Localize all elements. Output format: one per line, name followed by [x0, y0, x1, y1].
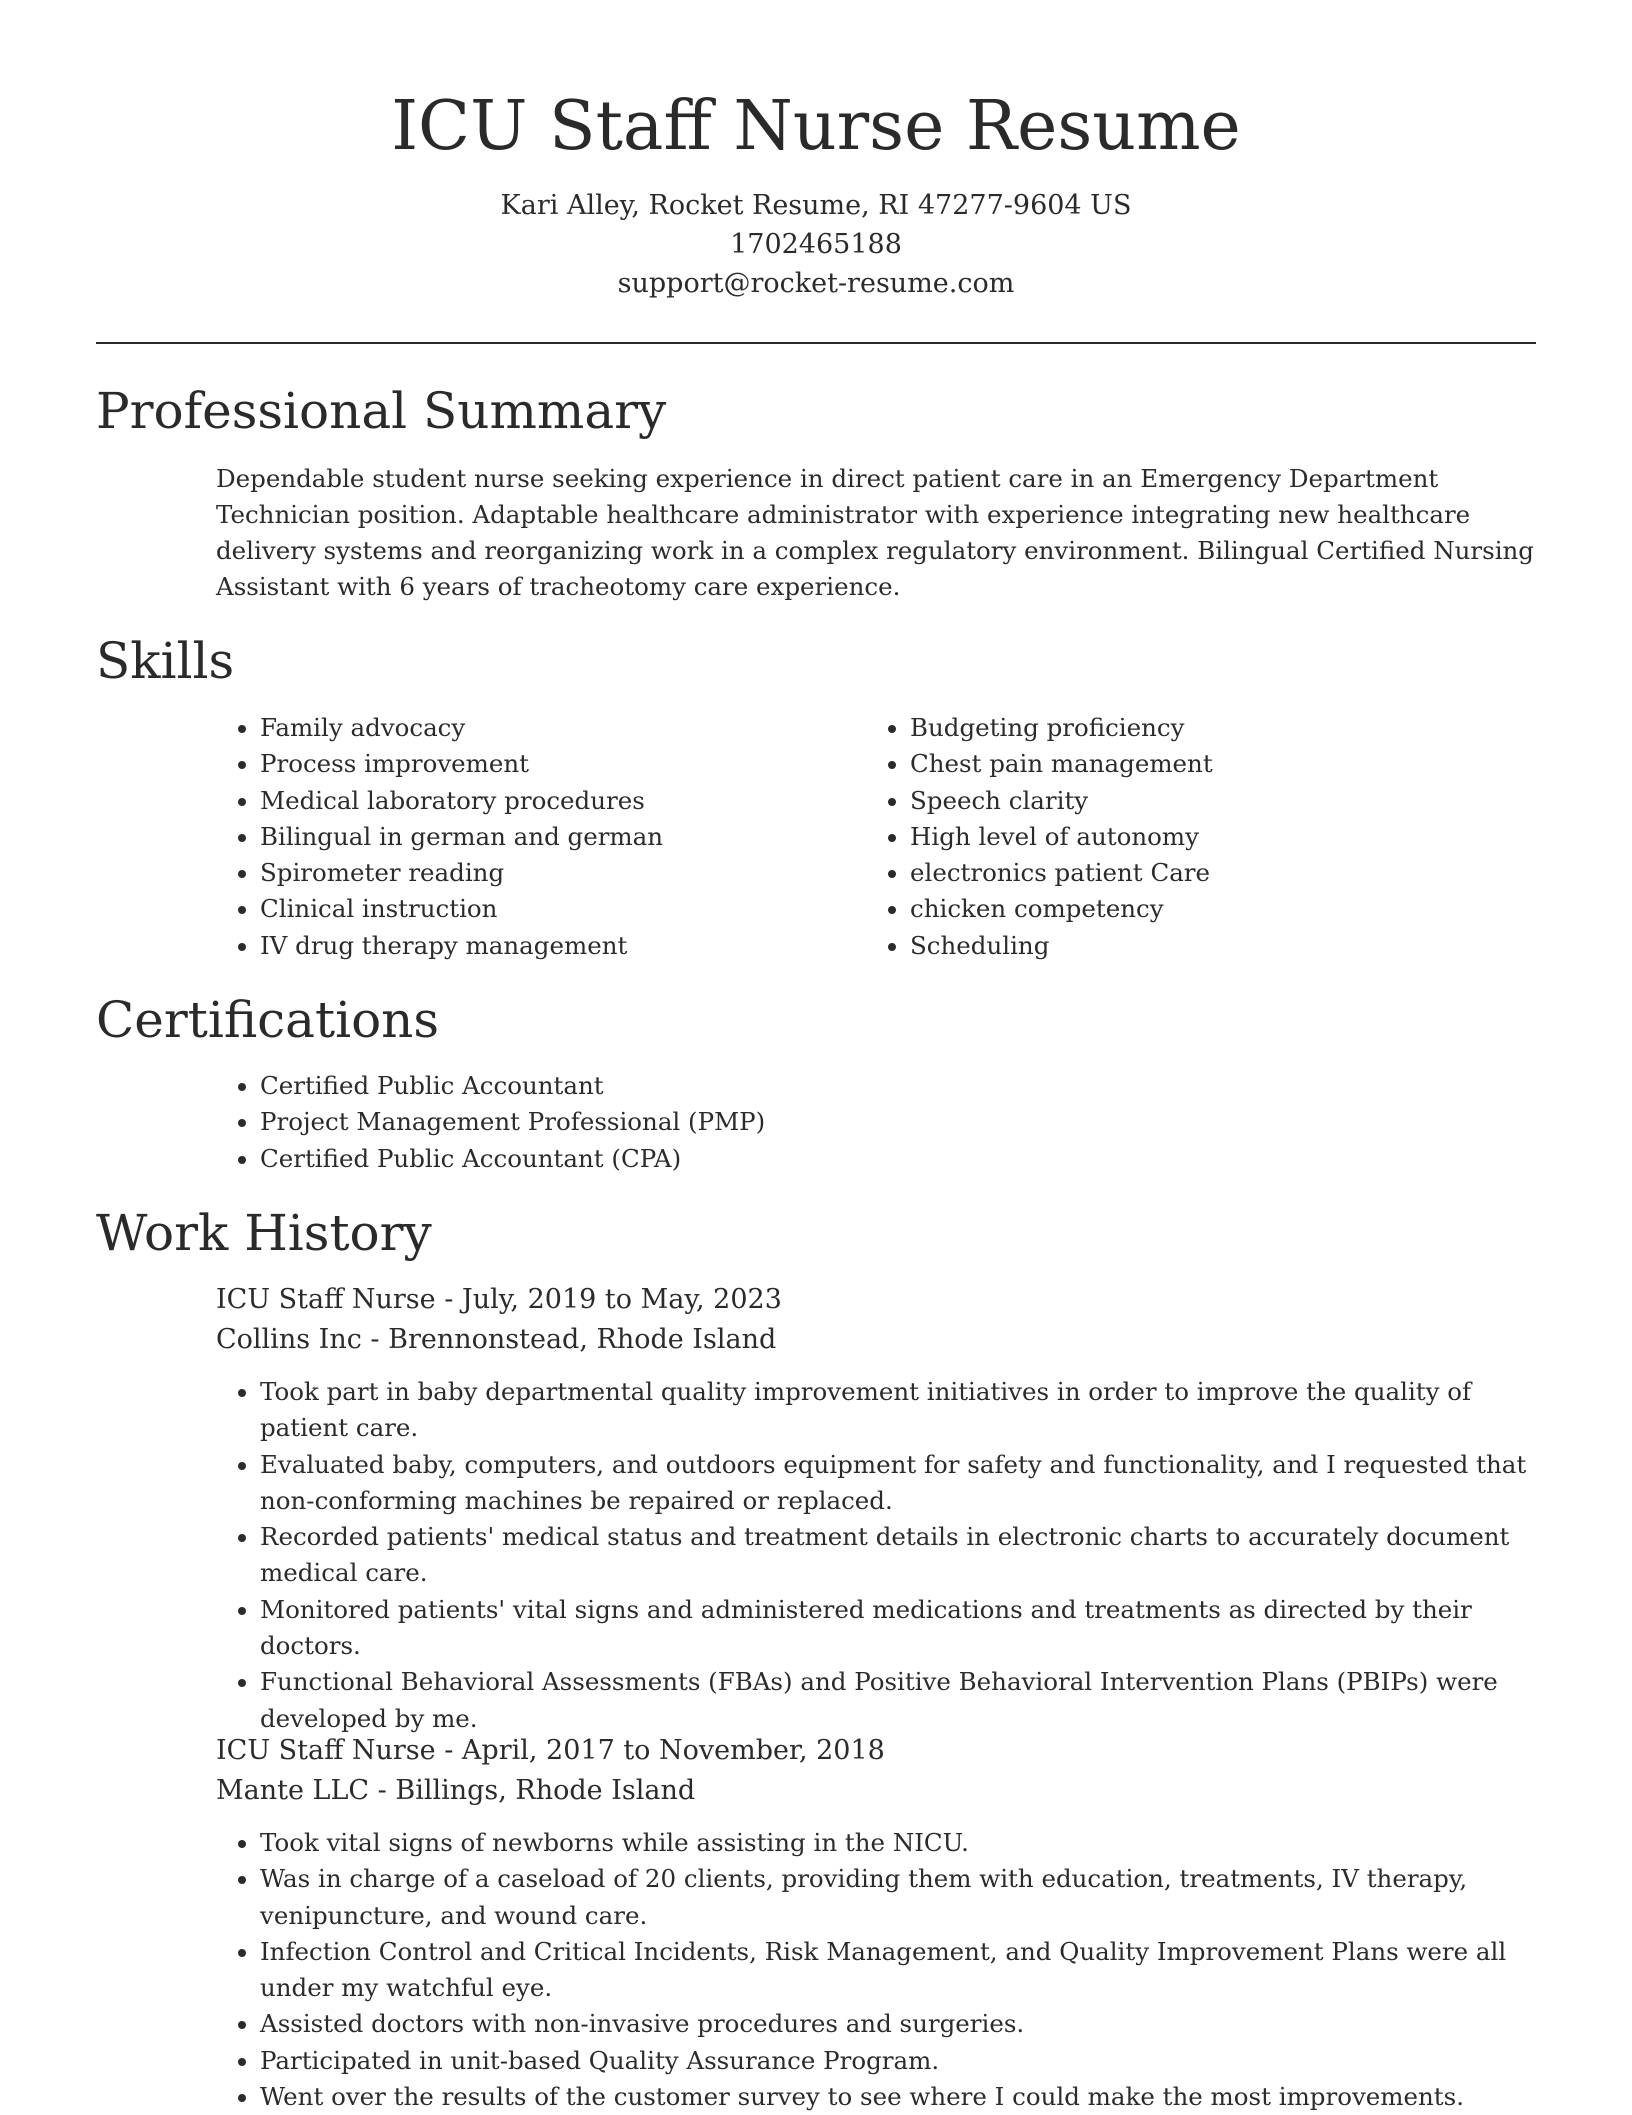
- certifications-list: [216, 1068, 1560, 1177]
- skill-item: • Speech clarity: [910, 783, 1570, 819]
- skill-item: • IV drug therapy management: [260, 928, 860, 964]
- skill-item: • electronics patient Care: [910, 855, 1570, 891]
- certification-item: • Certified Public Accountant (CPA): [260, 1141, 1560, 1177]
- skill-item: • Scheduling: [910, 928, 1570, 964]
- skill-item: • Budgeting proficiency: [910, 710, 1570, 746]
- job-bullet: • Recorded patients' medical status and treatment details in electronic charts to accurately document medical care.: [260, 1519, 1538, 1592]
- skill-item: • Family advocacy: [260, 710, 860, 746]
- job-bullet-list: [216, 1374, 1538, 1737]
- job-title-line: ICU Staff Nurse - April, 2017 to November, 2018: [216, 1735, 885, 1766]
- skill-item: • Spirometer reading: [260, 855, 860, 891]
- skill-item: • Process improvement: [260, 746, 860, 782]
- job-bullet: • Assisted doctors with non-invasive procedures and surgeries.: [260, 2006, 1538, 2042]
- job-bullet-list: [216, 1825, 1538, 2115]
- contact-block: [0, 186, 1632, 303]
- header-divider: [96, 342, 1536, 344]
- job-company-line: Collins Inc - Brennonstead, Rhode Island: [216, 1324, 777, 1355]
- job-title-line: ICU Staff Nurse - July, 2019 to May, 2023: [216, 1284, 782, 1315]
- job-bullet: • Functional Behavioral Assessments (FBAs) and Positive Behavioral Intervention Plans (PBIPs) were developed by me.: [260, 1664, 1538, 1737]
- skill-item: • High level of autonomy: [910, 819, 1570, 855]
- job-bullet: • Participated in unit-based Quality Assurance Program.: [260, 2043, 1538, 2079]
- skill-item: • Bilingual in german and german: [260, 819, 860, 855]
- job-bullet: • Took vital signs of newborns while assisting in the NICU.: [260, 1825, 1538, 1861]
- skills-list-left: [216, 710, 860, 964]
- skill-item: • Clinical instruction: [260, 891, 860, 927]
- resume-header: [0, 82, 1632, 303]
- skill-item: • chicken competency: [910, 891, 1570, 927]
- contact-email: support@rocket-resume.com: [617, 268, 1015, 299]
- job-bullet: • Went over the results of the customer survey to see where I could make the most improvements.: [260, 2079, 1538, 2115]
- certifications-heading: Certifications: [96, 991, 440, 1049]
- skills-heading: Skills: [96, 632, 235, 690]
- skills-list-right: [866, 710, 1570, 964]
- job-bullet: • Evaluated baby, computers, and outdoors equipment for safety and functionality, and I requested that non-conforming machines be repaired or replaced.: [260, 1447, 1538, 1520]
- job-bullet: • Infection Control and Critical Incidents, Risk Management, and Quality Improvement Plans were all under my watchful eye.: [260, 1934, 1538, 2007]
- resume-title: ICU Staff Nurse Resume: [391, 87, 1241, 166]
- skill-item: • Chest pain management: [910, 746, 1570, 782]
- summary-heading: Professional Summary: [96, 382, 667, 440]
- job-bullet: • Took part in baby departmental quality improvement initiatives in order to improve the quality of patient care.: [260, 1374, 1538, 1447]
- work-history-heading: Work History: [96, 1204, 432, 1262]
- job-bullet: • Was in charge of a caseload of 20 clients, providing them with education, treatments, IV therapy, venipuncture, and wound care.: [260, 1861, 1538, 1934]
- certification-item: • Project Management Professional (PMP): [260, 1104, 1560, 1140]
- job-bullet: • Monitored patients' vital signs and administered medications and treatments as directed by their doctors.: [260, 1592, 1538, 1665]
- skill-item: • Medical laboratory procedures: [260, 783, 860, 819]
- contact-phone: 1702465188: [730, 229, 902, 260]
- contact-address: Kari Alley, Rocket Resume, RI 47277-9604 US: [500, 190, 1132, 221]
- certification-item: • Certified Public Accountant: [260, 1068, 1560, 1104]
- job-company-line: Mante LLC - Billings, Rhode Island: [216, 1775, 696, 1806]
- summary-text: Dependable student nurse seeking experience in direct patient care in an Emergency Department Technician position. Adaptable healthcare administrator with experience integrating new healthcare delivery systems and reorganizing work in a complex regulatory environment. Bilingual Certified Nursing Assistant with 6 years of tracheotomy care experience.: [216, 464, 1534, 601]
